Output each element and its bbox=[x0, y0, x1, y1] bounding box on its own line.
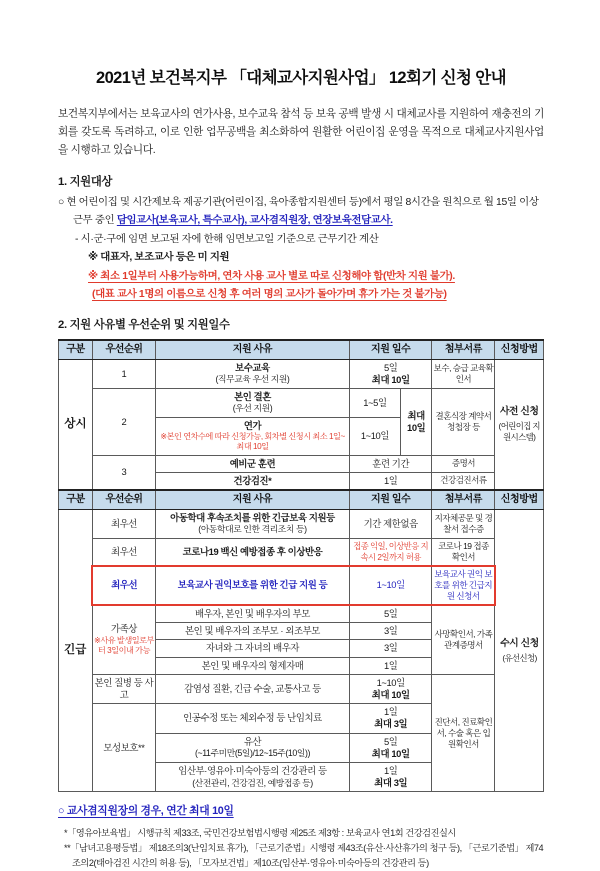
cell-priority-family bbox=[92, 605, 155, 674]
col-header-method: 신청방법 bbox=[495, 490, 544, 510]
annual-leave-note: ※본인 연차수에 따라 신청가능, 회차별 신청시 최소 1일~최대 10일 bbox=[160, 432, 345, 452]
col-header-gubun: 구분 bbox=[59, 490, 93, 510]
report-basis-line: - 시·군·구에 임면 보고된 자에 한해 임면보고일 기준으로 근무기간 계산 bbox=[75, 233, 379, 245]
intro-paragraph: 보건복지부에서는 보육교사의 연가사용, 보수교육 참석 등 보육 공백 발생 시 대체교사를 지원하여 재충전의 기회를 갖도록 독려하고, 이로 인한 업무공백을 최소화하여 원활한 어린이집 운영을 목적으로 대체교사지원사업을 시행하고 있습니다. bbox=[58, 108, 544, 157]
cell-reason: 배우자, 본인 및 배우자의 부모 bbox=[155, 605, 349, 623]
support-target-text: ○ 현 어린이집 및 시간제보육 제공기관(어린이집, 육아종합지원센터 등)에서 평일 8시간을 원칙으로 월 15일 이상 근무 중인 bbox=[58, 196, 539, 227]
cell-group-urgent: 긴급 bbox=[59, 509, 93, 792]
cell-days bbox=[349, 763, 431, 792]
cell-reason bbox=[155, 389, 349, 418]
cell-reason: 보육교사 권익보호를 위한 긴급 지원 등 bbox=[155, 566, 349, 605]
cell-docs: 결혼식장 계약서 청첩장 등 bbox=[432, 389, 495, 455]
col-header-docs: 첨부서류 bbox=[432, 340, 495, 360]
col-header-reason: 지원 사유 bbox=[155, 340, 349, 360]
col-header-priority: 우선순위 bbox=[92, 340, 155, 360]
cell-days bbox=[349, 733, 431, 762]
warning-line-2: (대표 교사 1명의 이름으로 신청 후 여러 명의 교사가 돌아가며 휴가 가는 것 불가능) bbox=[92, 289, 447, 301]
eligible-teachers-emphasis: 담임교사(보육교사, 특수교사), 교사겸직원장, 연장보육전담교사. bbox=[116, 215, 393, 227]
family-deadline-note: ※사유 발생일로부터 3일이내 가능 bbox=[93, 635, 154, 655]
days-max: 최대 3일 bbox=[374, 718, 408, 730]
cell-days: 1~5일 bbox=[349, 389, 400, 418]
cell-method-advance bbox=[495, 359, 544, 489]
cell-reason: 건강검진* bbox=[155, 472, 349, 489]
reason-main: 본인 결혼 bbox=[234, 391, 271, 403]
reason-main: 유산 bbox=[243, 736, 262, 747]
col-header-method: 신청방법 bbox=[495, 340, 544, 360]
col-header-days: 지원 일수 bbox=[349, 490, 431, 510]
table-row bbox=[59, 538, 544, 566]
cell-days: 3일 bbox=[349, 640, 431, 657]
cell-days: 기간 제한없음 bbox=[349, 509, 431, 538]
cell-reason: 인공수정 또는 체외수정 등 난임치료 bbox=[155, 704, 349, 733]
cell-reason bbox=[155, 509, 349, 538]
col-header-gubun: 구분 bbox=[59, 340, 93, 360]
cell-priority: 3 bbox=[92, 455, 155, 489]
days-base: 1일 bbox=[383, 765, 398, 777]
cell-reason: 감염성 질환, 긴급 수술, 교통사고 등 bbox=[155, 674, 349, 703]
urgent-support-table bbox=[58, 489, 544, 793]
days-max: 최대 10일 bbox=[371, 688, 410, 700]
reason-main: 연가 bbox=[243, 419, 262, 431]
cell-reason bbox=[155, 359, 349, 388]
col-header-priority: 우선순위 bbox=[92, 490, 155, 510]
regular-support-table bbox=[58, 339, 544, 490]
method-sub: (어린이집 지원시스템) bbox=[498, 420, 540, 442]
priority-main: 가족상 bbox=[110, 623, 137, 635]
table-row bbox=[59, 509, 544, 538]
days-base: 1일 bbox=[383, 706, 398, 718]
cell-days: 1~10일 bbox=[349, 566, 431, 605]
reason-sub: (산전관리, 건강검진, 예방접종 등) bbox=[192, 777, 313, 788]
cell-days: 훈련 기간 bbox=[349, 455, 431, 472]
cell-priority-illness: 본인 질병 등 사고 bbox=[92, 674, 155, 703]
excluded-note: ※ 대표자, 보조교사 등은 미 지원 bbox=[88, 252, 230, 264]
days-max: 최대 3일 bbox=[374, 777, 408, 789]
days-max: 최대 10일 bbox=[371, 373, 410, 385]
cell-docs: 증명서 bbox=[432, 455, 495, 472]
cell-reason bbox=[155, 763, 349, 792]
cell-reason bbox=[155, 417, 349, 455]
cell-reason: 예비군 훈련 bbox=[155, 455, 349, 472]
cell-docs: 건강검진서류 bbox=[432, 472, 495, 489]
section1-heading: 1. 지원대상 bbox=[58, 175, 113, 188]
cell-priority: 2 bbox=[92, 389, 155, 455]
cell-docs-medical: 진단서, 진료확인서, 수술 혹은 입원확인서 bbox=[432, 674, 495, 792]
col-header-days: 지원 일수 bbox=[349, 340, 431, 360]
days-base: 1~10일 bbox=[376, 676, 405, 688]
table-row bbox=[59, 674, 544, 703]
cell-method-anytime bbox=[495, 509, 544, 792]
cell-days: 1일 bbox=[349, 472, 431, 489]
col-header-docs: 첨부서류 bbox=[432, 490, 495, 510]
table-row bbox=[59, 389, 544, 418]
cell-reason: 코로나19 백신 예방접종 후 이상반응 bbox=[155, 538, 349, 566]
cell-reason: 본인 및 배우자의 조부모 · 외조부모 bbox=[155, 623, 349, 640]
cell-group-regular: 상시 bbox=[59, 359, 93, 489]
table-header-row bbox=[59, 490, 544, 510]
cell-days: 1~10일 bbox=[349, 417, 400, 455]
support-target-line bbox=[58, 194, 544, 231]
table-row bbox=[59, 455, 544, 472]
cell-days bbox=[349, 704, 431, 733]
cell-reason: 본인 및 배우자의 형제자매 bbox=[155, 657, 349, 674]
warning-line-1: ※ 최소 1일부터 사용가능하며, 연차 사용 교사 별로 따로 신청해야 함(반차 지원 불가). bbox=[88, 270, 455, 282]
cell-reason: 자녀와 그 자녀의 배우자 bbox=[155, 640, 349, 657]
page-title: 2021년 보건복지부 「대체교사지원사업」 12회기 신청 안내 bbox=[96, 69, 506, 87]
cell-docs: 보육교사 권익 보호를 위한 긴급지원 신청서 bbox=[432, 566, 495, 605]
col-header-reason: 지원 사유 bbox=[155, 490, 349, 510]
cell-days-max: 최대 10일 bbox=[400, 389, 432, 455]
cell-priority: 최우선 bbox=[92, 566, 155, 605]
footnote-1: *「영유아보육법」 시행규칙 제33조, 국민건강보험법시행령 제25조 제3항 : 보육교사 연1회 건강검진실시 bbox=[64, 828, 456, 839]
method-main: 사전 신청 bbox=[499, 406, 539, 418]
table-header-row bbox=[59, 340, 544, 360]
cell-days bbox=[349, 359, 431, 388]
days-base: 5일 bbox=[383, 361, 398, 373]
method-main: 수시 신청 bbox=[500, 637, 539, 649]
cell-priority: 1 bbox=[92, 359, 155, 388]
reason-main: 임산부·영유아·미숙아등의 건강관리 등 bbox=[178, 765, 327, 777]
section1-body bbox=[58, 194, 544, 305]
reason-sub: (직무교육 우선 지원) bbox=[215, 374, 290, 385]
cell-docs: 사망확인서, 가족관계증명서 bbox=[432, 605, 495, 674]
cell-docs: 코로나 19 접종 확인서 bbox=[432, 538, 495, 566]
section2-heading: 2. 지원 사유별 우선순위 및 지원일수 bbox=[58, 318, 230, 331]
footnote-2: **「남녀고용평등법」 제18조의3(난임치료 휴가), 「근로기준법」시행령 제43조(유산·사산휴가의 청구 등), 「근로기준법」 제74조의2(태아검진 시간의 허용 등), 「모자보건법」제10조(임산부·영유아·미숙아등의 건강관리 등) bbox=[64, 843, 544, 868]
cell-days-covid: 접종 익일, 이상반응 지속시 2일까지 허용 bbox=[349, 538, 431, 566]
highlighted-rights-row bbox=[59, 566, 544, 605]
cell-reason bbox=[155, 733, 349, 762]
director-teacher-note: ○ 교사겸직원장의 경우, 연간 최대 10일 bbox=[58, 805, 234, 818]
reason-sub: (우선 지원) bbox=[232, 403, 273, 414]
cell-docs: 보수, 승급 교육확인서 bbox=[432, 359, 495, 388]
reason-main: 보수교육 bbox=[235, 362, 270, 374]
method-sub: (유선신청) bbox=[502, 652, 537, 663]
days-base: 5일 bbox=[383, 735, 398, 747]
cell-docs: 지자체공문 및 경찰서 접수증 bbox=[432, 509, 495, 538]
cell-days: 5일 bbox=[349, 605, 431, 623]
cell-days bbox=[349, 674, 431, 703]
cell-days: 3일 bbox=[349, 623, 431, 640]
cell-priority-maternal: 모성보호** bbox=[92, 704, 155, 792]
days-max: 최대 10일 bbox=[371, 747, 410, 759]
reason-sub: (~11주미만(5일)/12~15주(10일)) bbox=[194, 748, 311, 759]
cell-days: 1일 bbox=[349, 657, 431, 674]
reason-sub: (아동학대로 인한 격리조치 등) bbox=[198, 524, 307, 535]
table-row bbox=[59, 359, 544, 388]
reason-main: 아동학대 후속조치를 위한 긴급보육 지원등 bbox=[170, 511, 335, 523]
table-row bbox=[59, 605, 544, 623]
cell-priority: 최우선 bbox=[92, 538, 155, 566]
cell-priority: 최우선 bbox=[92, 509, 155, 538]
